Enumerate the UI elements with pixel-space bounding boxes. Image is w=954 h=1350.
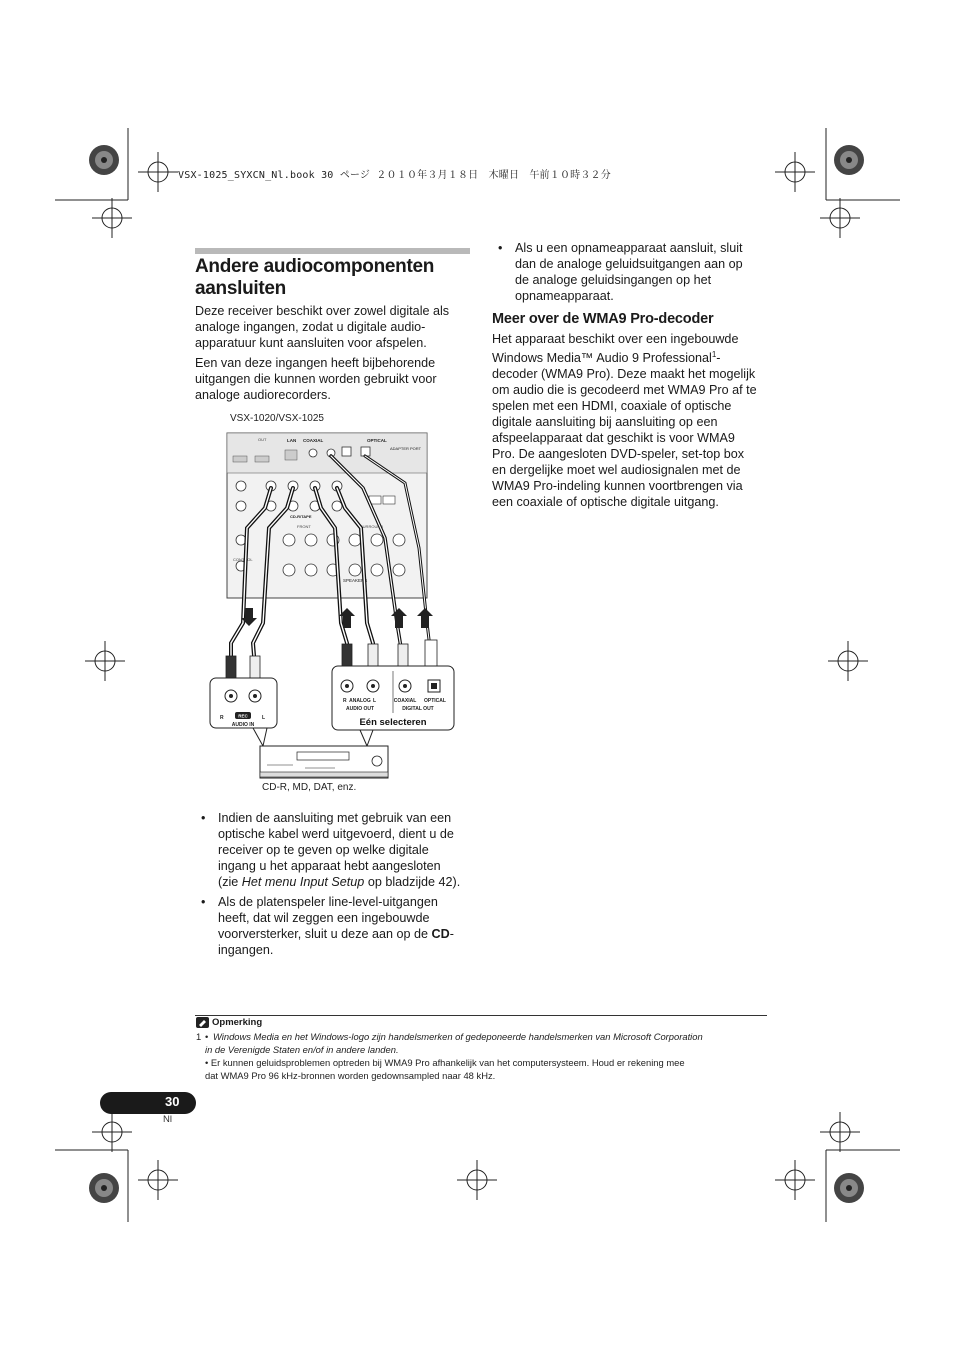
page-title: Andere audiocomponenten aansluiten — [195, 256, 435, 299]
menu-reference: Het menu Input Setup — [241, 875, 365, 889]
digital-out-label: DIGITAL OUT — [402, 706, 434, 712]
wma-paragraph: Het apparaat beschikt over een ingebouwde Windows Media™ Audio 9 Professional$^1$- decoder (WMA9 Pro). Deze maakt het mogelijk om audio die is gecodeerd met WMA9 Pro af te spelen met een HDMI, coaxiale of optische digitale aansluiting bij aansluiting op een afspeelapparaat dat geschikt is voor WMA9 Pro. De aangesloten DVD-speler, set-top box en dergelijke moet wel audiosignalen met de WMA9 Pro-indeling kunnen voortbrengen via een coaxiale of optische digitale uitgang. — [492, 332, 757, 510]
page-number-tab — [100, 1092, 196, 1114]
audio-out-analog: ANALOG — [349, 698, 371, 704]
bullet-dot: • — [201, 895, 206, 909]
footnote-2-line1: • Er kunnen geluidsproblemen optreden bij WMA9 Pro afhankelijk van het computersysteem. Houd er rekening mee — [205, 1057, 685, 1068]
print-header: VSX-1025_SYXCN_Nl.book 30 ページ ２０１０年３月１８日 木曜日 午前１０時３２分 — [178, 170, 611, 181]
audio-in-rec: REC — [238, 713, 248, 719]
note-icon — [196, 1017, 209, 1028]
footnote-1-line2: in de Verenigde Staten en/of in andere landen. — [205, 1044, 399, 1055]
panel-lan: LAN — [287, 438, 297, 443]
model-label: VSX-1020/VSX-1025 — [230, 413, 324, 424]
panel-cd-tape: CD-R/TAPE — [290, 514, 312, 519]
wma-subheading: Meer over de WMA9 Pro-decoder — [492, 311, 714, 327]
panel-surround: SURROUND — [360, 524, 384, 529]
outputs-paragraph: Een van deze ingangen heeft bijbehorende uitgangen die kunnen worden gebruikt voor analoge audiorecorders. — [195, 356, 437, 402]
select-label: Eén selecteren — [359, 717, 427, 728]
audio-in-l: L — [262, 715, 266, 721]
audio-out-l: L — [373, 698, 377, 704]
footnote-bullet: • — [205, 1031, 209, 1042]
footnote-2-line2: dat WMA9 Pro 96 kHz-bronnen worden gedownsampled naar 48 kHz. — [205, 1070, 496, 1081]
note-rule — [195, 1015, 767, 1016]
panel-control: CONTROL — [233, 557, 253, 562]
connection-diagram — [205, 428, 465, 798]
page-language: Nl — [163, 1114, 172, 1125]
panel-optical: OPTICAL — [367, 438, 387, 443]
footnote-ref: 1 — [711, 350, 717, 359]
panel-adapter: ADAPTER PORT — [390, 446, 422, 451]
panel-out: OUT — [258, 437, 267, 442]
bullet-recorder: • Als u een opnameapparaat aansluit, sluit dan de analoge geluidsuitgangen aan op de analoge geluidsingangen op het opnameapparaat. — [498, 241, 743, 303]
audio-out-label: AUDIO OUT — [345, 706, 375, 712]
panel-speakers: SPEAKERS — [343, 578, 368, 583]
footnote-1-line1: Windows Media en het Windows-logo zijn handelsmerken of gedeponeerde handelsmerken van Microsoft Corporation — [213, 1031, 703, 1042]
bullet-turntable: • Als de platenspeler line-level-uitgangen heeft, dat wil zeggen een ingebouwde voorversterker, sluit u deze aan op de CD- ingangen. — [201, 895, 454, 957]
bullet-dot: • — [201, 811, 206, 825]
digital-out-coaxial: COAXIAL — [393, 698, 417, 704]
bullet-optical: • Indien de aansluiting met gebruik van een optische kabel werd uitgevoerd, dient u de receiver op te geven op welke digitale ingang u het apparaat hebt aangesloten (zie Het menu Input Setup op bladzijde 42). — [201, 811, 461, 889]
intro-paragraph: Deze receiver beschikt over zowel digitale als analoge ingangen, zodat u digitale audio- apparatuur kunt aansluiten voor afspelen. — [195, 304, 450, 350]
footnote-number: 1 — [196, 1031, 202, 1042]
page-number: 30 — [165, 1094, 180, 1109]
panel-front: FRONT — [297, 524, 311, 529]
note-heading: Opmerking — [212, 1017, 263, 1028]
panel-coaxial: COAXIAL — [303, 438, 324, 443]
digital-out-optical: OPTICAL — [424, 698, 446, 704]
bullet-dot: • — [498, 241, 503, 255]
audio-in-label: AUDIO IN — [231, 722, 255, 728]
heading-bar — [195, 248, 470, 254]
device-caption: CD-R, MD, DAT, enz. — [262, 782, 357, 793]
audio-out-r: R — [343, 698, 347, 704]
audio-in-r: R — [220, 715, 224, 721]
